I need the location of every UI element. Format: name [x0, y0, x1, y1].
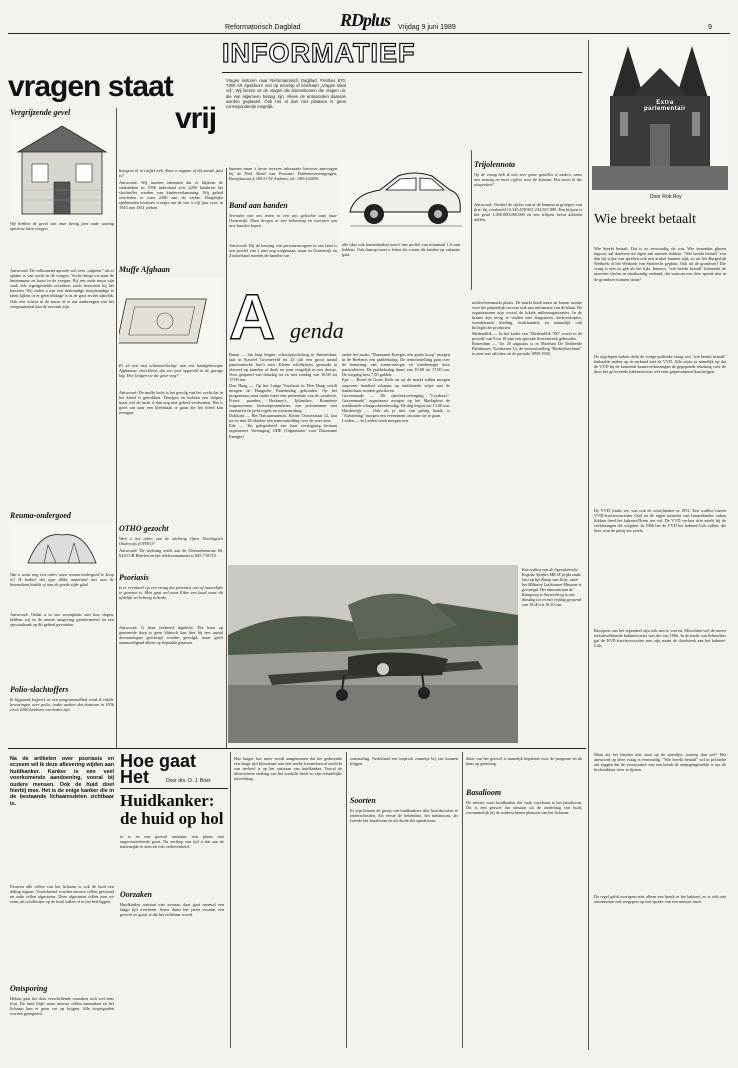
page-number: 9 — [708, 24, 712, 31]
column-p4: Bewijzen van het tegendeel zijn ook aan te voeren. Misschien wel de meest indrukwekkende kabinetscrisis was die van 1966. In de nacht van Schmelzer gaf de KVP-fractievoorzitter met zijn naam de doodsteek aan het kabinet-Cals. — [594, 628, 726, 649]
bottom-col-rule-2 — [230, 752, 231, 1048]
col-rule-1 — [116, 108, 117, 748]
subhead-vergrijzende-gevel: Vergrijzende gevel — [10, 108, 71, 117]
health-title-hoe: Hoe gaat — [120, 751, 197, 771]
subhead-muffe: Muffe Afghaan — [119, 265, 170, 274]
column-p5: Maar als het betalen niet staat op de stemlijst, waarop dan wel? Het antwoord op deze vraag is eenvoudig. "Wie breekt betaalt" wil in politieke zin zeggen dat de veroorzaker van een breuk de aantegengestelde is om de brokstukken weer te lijmen. — [594, 752, 726, 773]
answer-vergrijzende: Antwoord: De volkomend aproefe wel over „salpeter” als er sprake is van vocht in de voegen. Vocht dringt via naar de buitenmuur en komt in de voegen. Bij een oude muur zijn vaak ook tegengestelde oorzaken, zoals bezwaren bij het bouwen. Wij raden u aan een deskundige bouwkundige te laten kijken of er geen lekkage is in de goot en het dakvlak. Ook een scheur in de muur of te nat aanbrengen van het voegmateriaal kan de oorzaak zijn. — [10, 268, 114, 309]
health-left-text: Eeuwen alle cellen van het lichaam is ook de huid een deling ingaan. Voortdurend worden nieuwe cellen gevormd en oude cellen afgestoten. Deze afgestoten cellen zien we soms als schilfertjes op de huid vallen of in het bed liggen. — [10, 884, 114, 905]
bottom-col-rule-4 — [462, 752, 463, 1048]
health-col4-top: zonstraling. Nederland een tropisch zonnetje bij ons kunnen krijgen. — [350, 756, 458, 767]
health-mid-text: er is en een gezwel ontstaan, een plaats met ongecontroleerde groei. Na verloop van tijd is dat aan de buitenzijde te zien als een verhevenheid. — [120, 834, 224, 850]
question-col2: betogom ik in twijfel trek. Kunt u nagaan of dit aantal juist is? — [119, 168, 223, 179]
health-oorzaken-text: Huidkanker ontstaat niet zomaar, daar gaat meestal een lange tijd overheen. Soms duurt het jaren voordat een gezwel zo groot is dat het zichtbaar wordt. — [120, 902, 224, 918]
parliament-drawing — [592, 38, 728, 190]
masthead-rule — [8, 33, 730, 34]
subhead-reuma: Reuma-ondergoed — [10, 511, 71, 520]
health-col5-top: dikte van het gezwel is namelijk bepalend voor de prognose en de kans op genezing. — [466, 756, 582, 767]
answer-otho: Antwoord: De stichting zetelt aan de Oliemolenstraat 60, 6416 CB Heerlen en het telefoonnummer is 045-718710. — [119, 548, 223, 559]
vragen-title: vragen staat — [8, 70, 173, 103]
vragen-intro: Vragen insturen naar Reformatorisch Dagblad, Postbus 670, 7300 AR Apeldoorn met op envelop of briefkaart „Vragen staat vrij”. Wij kiezen uit de vragen die binnenkomen die vragen uit, die van algemeen belang zijn. Alleen de antwoorden daarvan worden geplaatst. Ook het al dan niet plaatsen is geen correspondentie mogelijk. — [226, 78, 346, 110]
reuma-illustration — [10, 523, 114, 571]
column-p1: Wie breekt betaalt. Dat is zo eenvoudig als wat. Wie iemandas glazen ingooit, zal daarvoor uit eigen zak moeten dokken. "Wie breekt betaalt" zou dan bij wijze van spreken ook een artikel kunnen zijn, zo uit het Burgerlijk Wetboek of het Wetboek van Strafrecht geplukt. Ook uit de grondwet? Die vraag is niet zo gek als het lijkt. Immers, "wie breekt betaalt" kenmerkt de moresen slechts in staatkundig verband, dat waarom een dere spreuk niet in de grondwet kunnen staan? — [594, 246, 726, 282]
col-rule-right — [588, 40, 589, 1050]
answer-trijolennota: Antwoord: Verdeel de cijfers van af de komma in groepjes van drie, bij voorbeeld 12.345.678.901.234.567.890. Een biljoen is het getal 1.000.000.000.000 en een triljoen bevat achttien nullen. — [474, 202, 582, 223]
health-headline: Huidkanker: de huid op hol — [120, 791, 224, 828]
answer-band: Antwoord: Bij de keuring van personenwagens in ons land is een profiel van 1 mm nog toegestaan, maar in Oostenrijk en Zwitserland moeten de banden van — [229, 243, 337, 259]
col-rule-3 — [471, 150, 472, 290]
column-p2: De afgelopen weken doek de vorige politieke vraag van "wie breekt betaalt" lenhaalde malen op in verband met de VVD. Alle wijze er namelijk op dat de VVD bij de komende kamerverkiezingen de gepepende rekening voor de door het gefoceerde kabinetscrisis wel eens gepresenteerd kan krijgen. — [594, 354, 726, 375]
col-rule-2 — [226, 168, 227, 748]
masthead-date: Vrijdag 9 juni 1989 — [398, 24, 456, 31]
health-soorten-text: Er zijn binnen de groep van huidkankers drie hoofdsoorten te onderscheiden. Als eerste de bekendste, het melanoom, als tweede het basalioom en als derde het spinalioom. — [350, 808, 458, 824]
column-title: Wie breekt betaalt — [594, 212, 697, 227]
question-vergrijzende: Wij hebben de gevel van onze dertig jaar oude woning opnieuw laten voegen. — [10, 221, 114, 232]
health-col3-text: Hoe langer hoe meer wordt aangenomen dat het gedurende een lange tijd blootstaan aan een sterke fotoinfrarood zonlicht van invloed is op het ontstaan van huidkanker. Vooral de ultraviolette straling van het zonlicht heeft zo zijn schadelijke uitwerking. — [234, 756, 342, 782]
subhead-ontsporing: Ontsporing — [10, 984, 48, 993]
column-byline: Door Rob Roy — [650, 194, 682, 200]
health-byline: Door drs. O. J. Boer — [166, 778, 211, 784]
health-title-rule — [120, 788, 228, 789]
spitfire-caption: Een replica van de legendarische Engelse Spitfire MK IX prijkt sinds kort op het Kamp van Zeist, waar het Militaire Luchtvaart Museum is gevestigd. Het museum aan de Kampweg te Soesterberg is van dinsdag tot en met vrijdag geopend van 10.00 tot 16.30 uur. — [522, 567, 582, 607]
question-band: Vrienden van ons reden in een pas gekochte auto naar Oostenrijk. Daar kregen ze een bekeuring en voorzien van new banden kopen. — [229, 213, 337, 229]
answer-psoriasis: Antwoord: U bent verkeerd ingelicht. Die kuur op genoemde dorp is geen klinisch kan hier bij een aantal dermatologen geschrapt worden gevolgd, maar geeft aanmoedigend alleen op bepaalde plaatsen. — [119, 625, 223, 646]
agenda-col2: onder het motto "Duurzame Energie, een gratis koop" morgen in de Roeberts een publieksdag. De tentoonstelling gaat over de benutting van zonne-energie en windenergie door particulieren. De publieksdag duurt van 10.00 tot 17.00 uur. De toegang kost 7,50 gulden. Epe — Rond de Grote Kerk en op de markt zullen morgen ongeveer honderd schapen op traditionele wijze met de handschaar worden geschoren. Gravenmade — De (molen)vereniging "Leythaas"-Gravenmade" organiseert morgen op het Marktplein de traditionele schaapscheerdersdag. De dag begint om 13.00 uur. Harderwijk — Ook als je niet van paling houdt, is "Aalsteedag" morgen een evenement om naar toe te gaan. Leiden — In Leiden vindt morgen een — [342, 352, 450, 424]
subhead-basalioom: Basalioom — [466, 788, 502, 797]
question-reuma: Wat u soms nog een adres waar reuma-ondergoed te koop is? Ik bedoel dat type dikke materiaal met aan de binnenkant bedekt of aan de goede zijde glad. — [10, 572, 114, 588]
column-p3: De VVD, brake we, was ook de schrijfmaker in 1951. Een conflict tussen VVD-fractievoorzitter Oud en de eigen minister van binnenlandse zaken Sikken deed het kabinet-Drees ten val. De VVD verloor drie zetels bij de verkiezingen die volgden. In 1966 liet de VVD het kabinet-Cals vallen: die keer won de partij zes zetels. — [594, 508, 726, 534]
carpet-illustration — [119, 277, 223, 361]
car-caption-text: alle (dus ook buitenlandse) auto's een profiel van minimaal 1,6 mm hebben. Ook daarop moet u letten als u naar die landen op vakantie gaat. — [342, 242, 460, 258]
section-title: INFORMATIEF — [222, 38, 416, 68]
subhead-polio: Polio-slachtoffers — [10, 685, 69, 694]
agenda-col1: Baarn — Jan Jaap Stigter, schoolpsycholoog te Amsterdam, laat in Kasteel Groeneveld tot 23 juli een groot aantal panoramische foto's zien. Kleine schilderijen, gemaakt in olieverf op panelen of doek en waar mogelijk in een doosje. Voor geopend van dinsdag tot en met zondag van 10.00 tot 17.00 uur. Den Haag — Op het Lange Voorhout in Den Haag wordt morgen de Haagsche Paardendag gehouden. Op het programma staat onder meer een presentatie van de cavalerie, Friese paarden, Hackney's, Ijslanders, Romeinse wagenrennen, koetsenpresentaties, een jachtmenner met sneeuwen en jachtvogels en westernriding. Dokkum — Het Natuurmuseum, Kleine Oosterstraat 12, laat tot en met 28 oktober een tentoonstelling over de otter zien. Ede — Ter gelegenheid van haar veertigjarig bestaan organiseert Vereniging ODE (Organisatie voor Duurzame Energie) — [229, 352, 337, 439]
extra-parlementair-label: Extra parlementair — [643, 100, 686, 112]
subhead-band: Band aan banden — [229, 201, 288, 210]
subhead-soorten: Soorten — [350, 796, 376, 805]
bottom-section-rule — [8, 748, 586, 749]
question-polio: Ik bijgaand krijpoel wi een programmablad vond ik enkele bewaringen over polio, onder andere dat daaraan in 1936 circa 2200 kinderen overleden zijn. — [10, 697, 114, 713]
subhead-psoriasis: Psoriasis — [119, 573, 149, 582]
house-illustration — [10, 120, 114, 218]
health-title-het: Het — [120, 767, 150, 787]
car-illustration — [340, 160, 468, 240]
answer-reuma: Antwoord: Ondat u in ons woonplaats niet kon slagen, hebben wij in de naaste omgeving geinformeerd en een speciaalzaak op dit gebied gevonden. — [10, 612, 114, 628]
section-rule — [222, 72, 582, 73]
question-psoriasis: Is er eventueel op een vraag dat psoriasis niet of nauwelijks te genezen is. Men gaat wel naar Eiker een koud waar dit tijdelijk verlichting schenkt. — [119, 585, 223, 601]
health-basalioom-text: De meeste soort huidkanker die vaak voorkomt is het basalioom. Dit is een gezwel dat ontstaat uit de onderlaag van huid, voornamelijk bij de zonbeschenen plaatsen van het lichaam. — [466, 800, 582, 816]
masthead-logo: RDplus — [340, 10, 391, 30]
health-intro: Na de artikelen over psoriasis en eczeem wil ik deze aflevering wijden aan huidkanker. Kanker is een veel voorkomende aandoening, vooral bij oudere mensen. Ook de huid doet hierbij mee. Het is de enige kanker die in de bestaande lichaamsdelen zichtbaar is. — [10, 756, 114, 807]
column-p6: De regel geldt overigens niet alleen een breuk in het kabinet, zo is ook niet onomstoten ook toegepast op een sprake van een nieuwe inzet. — [594, 894, 726, 905]
answer-muffe: Antwoord: De muffe lucht is het gevolg van het vocht dat in het kleed is getrokken. Droogen en luchten zou helpen, maar wel de lucht is dan nog niet geheel verdwenen. Het is goed om naar een kleedzaak te gaan die het kleed kan reinigen. — [119, 390, 223, 416]
agenda-big-a: A — [229, 281, 276, 353]
col3-top-text: kunnen maar 's beste tevoren informatie hierover aanvragen bij de Ned. Bond van Psoriasis Patiëntenverenigingen, Bosrijkstraat 4, 6814 CW Arnhem, tel.: 085-432050. — [229, 166, 337, 182]
subhead-otho: OTHO gezocht — [119, 524, 169, 533]
masthead-paper: Reformatorisch Dagblad — [225, 24, 301, 31]
question-trijolennota: Op de vraag heb ik niet zeer grote getallen te maken, soms met tussing en meer cijfers voor de komma. Hoe moet ik die uitspreken? — [474, 172, 582, 188]
answer-col2: Antwoord: Wij moeten erkennen dat er blijkens de statistieken in 1956 inderdaad zo'n 2200 kinderen het slachtoffer werden van kinderverlamming. Wij geleid overleden er toen 2206 aan de ziekte. Dergelijke epidemieën kwamen vroeger om de vier à vijf jaar voor, in 1943 met 1831 zieken. — [119, 180, 223, 211]
agenda-title: genda — [290, 318, 344, 343]
vragen-title-vrij: vrij — [175, 102, 217, 135]
bottom-col-rule-3 — [346, 752, 347, 1048]
agenda-col3: milieu-bienmarkt plaats. De markt biedt naast de kraam ruimte voor het plaatselijk vervoer ook aan informatie van de klant. De organisatoren zijn vooral de lokale milieuorganisaties. In de kraam zijn terug te vinden met drugstoren, kerkverkopers, tweedehands kleding, boekhandels en natuurlijk ook biologische producten. Medemblik — In het kader van "Medemblik 700" wordt in de periode van 9 tot 18 juni een speciale boerenweek gehouden. Rotterdam — Tot 20 augustus is in Museum De Dubbelde Palmboom, Voorhaven 12, de tentoonstelling "Bedrijfsreclame" te zien met affiches uit de periode 1890-1950. — [472, 300, 582, 356]
subhead-oorzaken: Oorzaken — [120, 890, 153, 899]
health-ontsporing-text: Helaas gaat het door verschillende oorzaken toch wel eens fout. De huid blijft maar nieuwe cellen aanmaken en het lichaam kan er geen vat op krijgen. Alle stopsignalen worden genegeerd. — [10, 996, 114, 1017]
question-otho: Weet u het adres van de stichting Open Theologisch Onderwijs (OTHO)? — [119, 536, 223, 547]
subhead-trijolennota: Trijolennota — [474, 160, 516, 169]
spitfire-photo — [228, 565, 518, 743]
question-muffe: Er zit een muf schimmelluchtje aan ons handgeknoopte Afghaanse vloerkleed, dat een jaar opgerold in de garage lag. Hoe krijgen we die geur weg? — [119, 363, 223, 379]
